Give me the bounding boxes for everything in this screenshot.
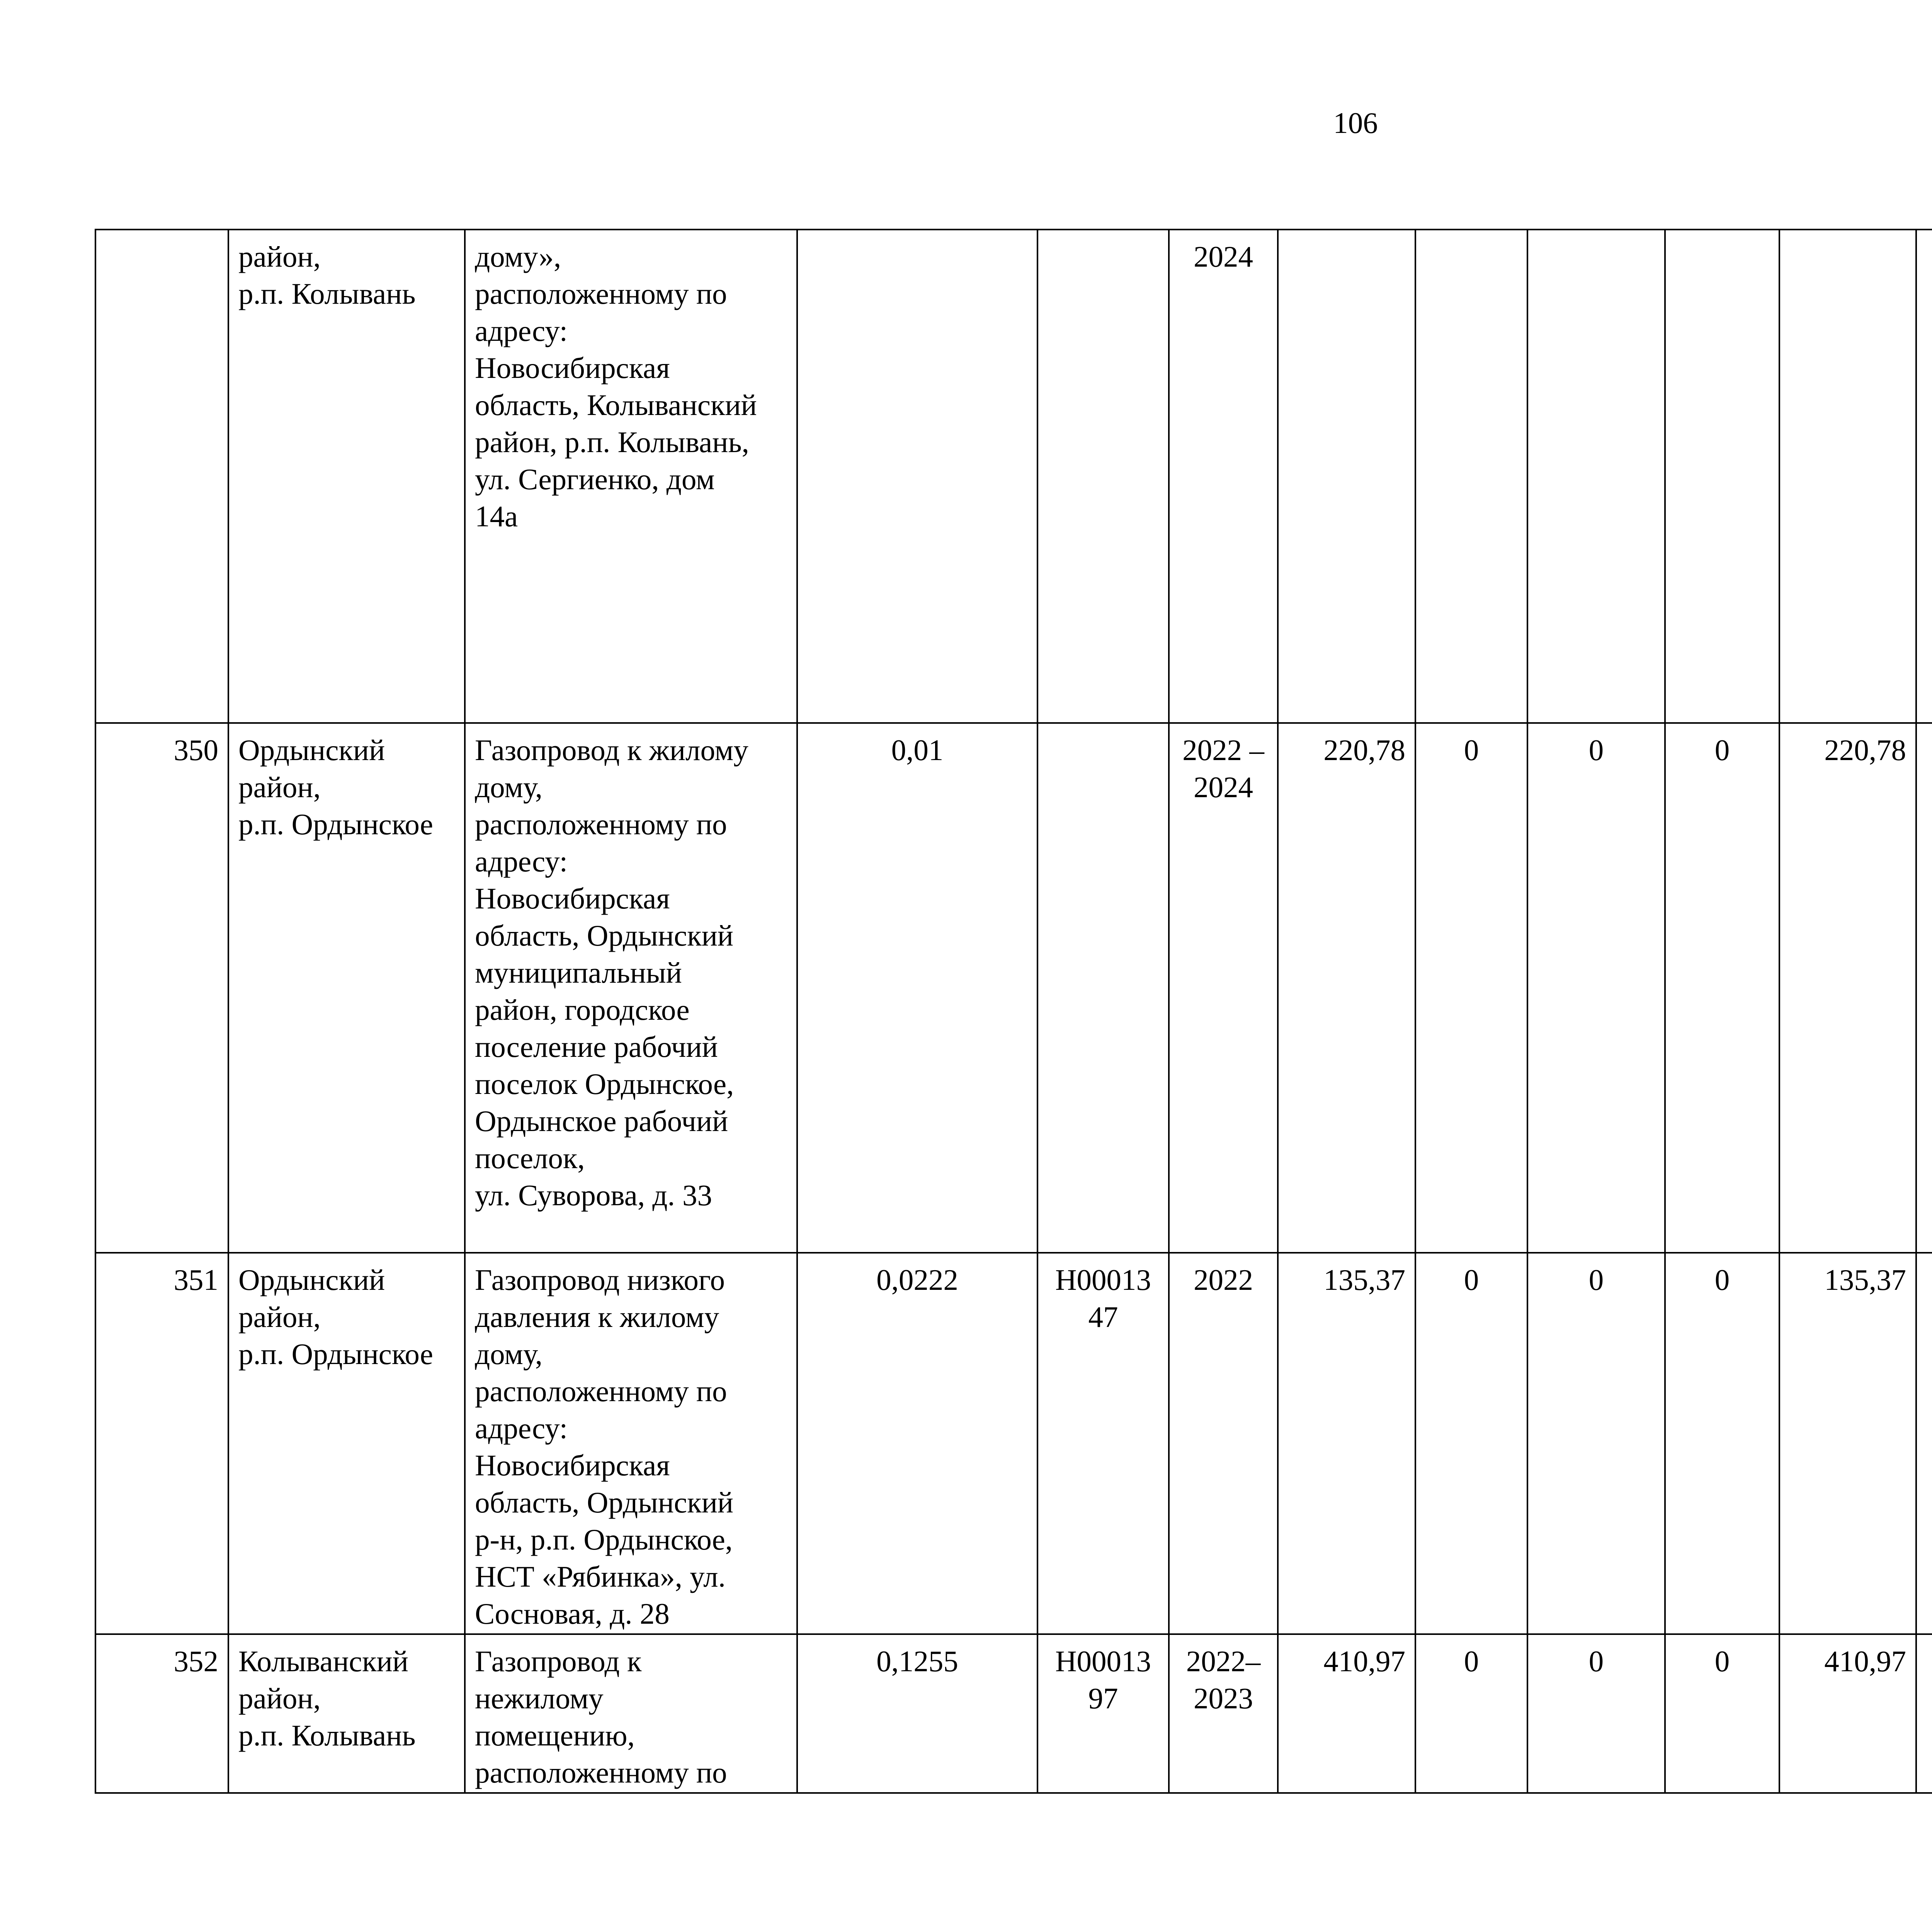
- object-cell: Газопровод к жилому дому, расположенному по адресу: Новосибирская область, Ордынский муниципальный район, городское поселение рабочий поселок Ордынское, Ордынское рабочий поселок, ул. Суворова, д. 33: [465, 723, 797, 1253]
- value-2-cell: 0: [1527, 1634, 1665, 1793]
- length-cell: 0,1255: [797, 1634, 1037, 1793]
- location-cell: Ордынский район, р.п. Ордынское: [228, 723, 465, 1253]
- code-cell: [1037, 230, 1169, 723]
- value-4-cell: [1779, 230, 1916, 723]
- value-4-cell: 410,97: [1779, 1634, 1916, 1793]
- register-table: [95, 229, 1932, 1794]
- value-3-cell: 0: [1665, 1253, 1779, 1634]
- row-number: [95, 230, 228, 723]
- location-cell: район, р.п. Колывань: [228, 230, 465, 723]
- location-cell: Ордынский район, р.п. Ордынское: [228, 1253, 465, 1634]
- years-cell: 2022: [1169, 1253, 1278, 1634]
- object-cell: Газопровод к нежилому помещению, расположенному по: [465, 1634, 797, 1793]
- value-4-cell: 220,78: [1779, 723, 1916, 1253]
- location-cell: Колыванский район, р.п. Колывань: [228, 1634, 465, 1793]
- length-cell: [797, 230, 1037, 723]
- organization-cell: [1916, 1634, 1932, 1793]
- row-number: 352: [95, 1634, 228, 1793]
- code-cell: Н00013 97: [1037, 1634, 1169, 1793]
- organization-cell: [1916, 230, 1932, 723]
- total-cost-cell: 410,97: [1278, 1634, 1415, 1793]
- years-cell: 2024: [1169, 230, 1278, 723]
- code-cell: Н00013 47: [1037, 1253, 1169, 1634]
- value-3-cell: [1665, 230, 1779, 723]
- code-cell: [1037, 723, 1169, 1253]
- value-4-cell: 135,37: [1779, 1253, 1916, 1634]
- years-cell: 2022– 2023: [1169, 1634, 1278, 1793]
- value-1-cell: 0: [1415, 723, 1527, 1253]
- length-cell: 0,0222: [797, 1253, 1037, 1634]
- value-1-cell: 0: [1415, 1253, 1527, 1634]
- row-number: 351: [95, 1253, 228, 1634]
- value-3-cell: 0: [1665, 723, 1779, 1253]
- table-row: [95, 1253, 1932, 1634]
- organization-cell: [1916, 1253, 1932, 1634]
- value-3-cell: 0: [1665, 1634, 1779, 1793]
- table-row: [95, 1634, 1932, 1793]
- page-number: 106: [1333, 106, 1378, 139]
- total-cost-cell: 135,37: [1278, 1253, 1415, 1634]
- value-2-cell: [1527, 230, 1665, 723]
- table-row: [95, 230, 1932, 723]
- object-cell: дому», расположенному по адресу: Новосибирская область, Колыванский район, р.п. Колывань, ул. Сергиенко, дом 14а: [465, 230, 797, 723]
- total-cost-cell: [1278, 230, 1415, 723]
- value-1-cell: 0: [1415, 1634, 1527, 1793]
- organization-cell: [1916, 723, 1932, 1253]
- total-cost-cell: 220,78: [1278, 723, 1415, 1253]
- value-2-cell: 0: [1527, 1253, 1665, 1634]
- object-cell: Газопровод низкого давления к жилому дому, расположенному по адресу: Новосибирская область, Ордынский р-н, р.п. Ордынское, НСТ «Рябинка», ул. Сосновая, д. 28: [465, 1253, 797, 1634]
- row-number: 350: [95, 723, 228, 1253]
- length-cell: 0,01: [797, 723, 1037, 1253]
- value-1-cell: [1415, 230, 1527, 723]
- table-row: [95, 723, 1932, 1253]
- years-cell: 2022 – 2024: [1169, 723, 1278, 1253]
- value-2-cell: 0: [1527, 723, 1665, 1253]
